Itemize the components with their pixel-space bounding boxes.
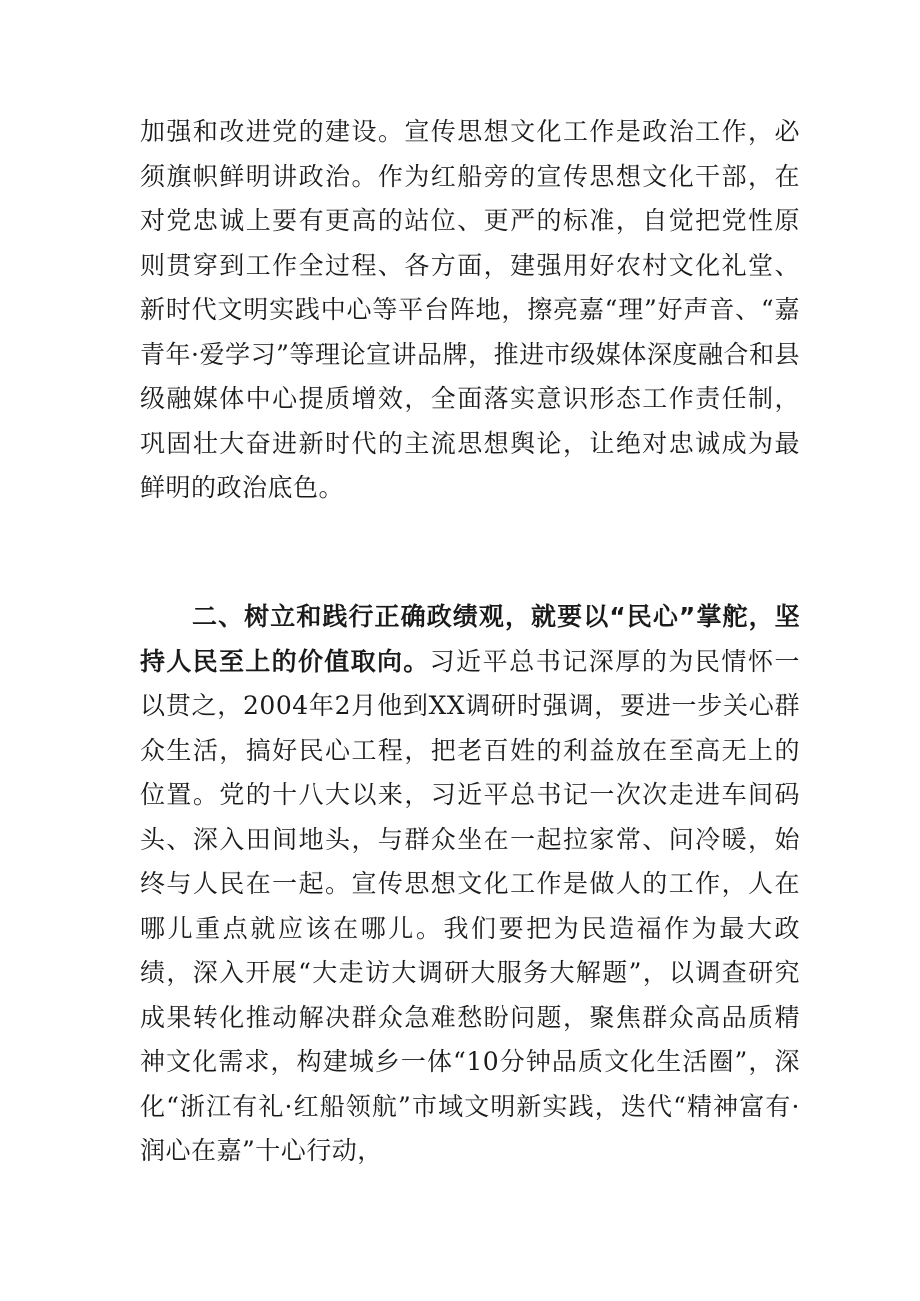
paragraph-party-building: 加强和改进党的建设。宣传思想文化工作是政治工作，必须旗帜鲜明讲政治。作为红船旁的宣传思想文化干部，在对党忠诚上要有更高的站位、更严的标准，自觉把党性原则贯穿到工作全过程、各方面，建强用好农村文化礼堂、新时代文明实践中心等平台阵地，擦亮嘉“理”好声音、“嘉青年·爱学习”等理论宣讲品牌，推进市级媒体深度融合和县级融媒体中心提质增效，全面落实意识形态工作责任制，巩固壮大奋进新时代的主流思想舆论，让绝对忠诚成为最鲜明的政治底色。 (140, 117, 800, 502)
section-2-body: 习近平总书记深厚的为民情怀一以贯之，2004年2月他到XX调研时强调，要进一步关心群众生活，搞好民心工程，把老百姓的利益放在至高无上的位置。党的十八大以来，习近平总书记一次次走进车间码头、深入田间地头，与群众坐在一起拉家常、问冷暖，始终与人民在一起。宣传思想文化工作是做人的工作，人在哪儿重点就应该在哪儿。我们要把为民造福作为最大政绩，深入开展“大走访大调研大服务大解题”，以调查研究成果转化推动解决群众急难愁盼问题，聚焦群众高品质精神文化需求，构建城乡一体“10分钟品质文化生活圈”，深化“浙江有礼·红船领航”市域文明新实践，迭代“精神富有·润心在嘉”十心行动， (140, 646, 800, 1165)
section-2-heading: 二、树立和践行正确政绩观，就要以“民心”掌舵，坚持人民至上的价值取向。 (140, 602, 800, 676)
paragraph-section-2 (140, 595, 800, 1174)
